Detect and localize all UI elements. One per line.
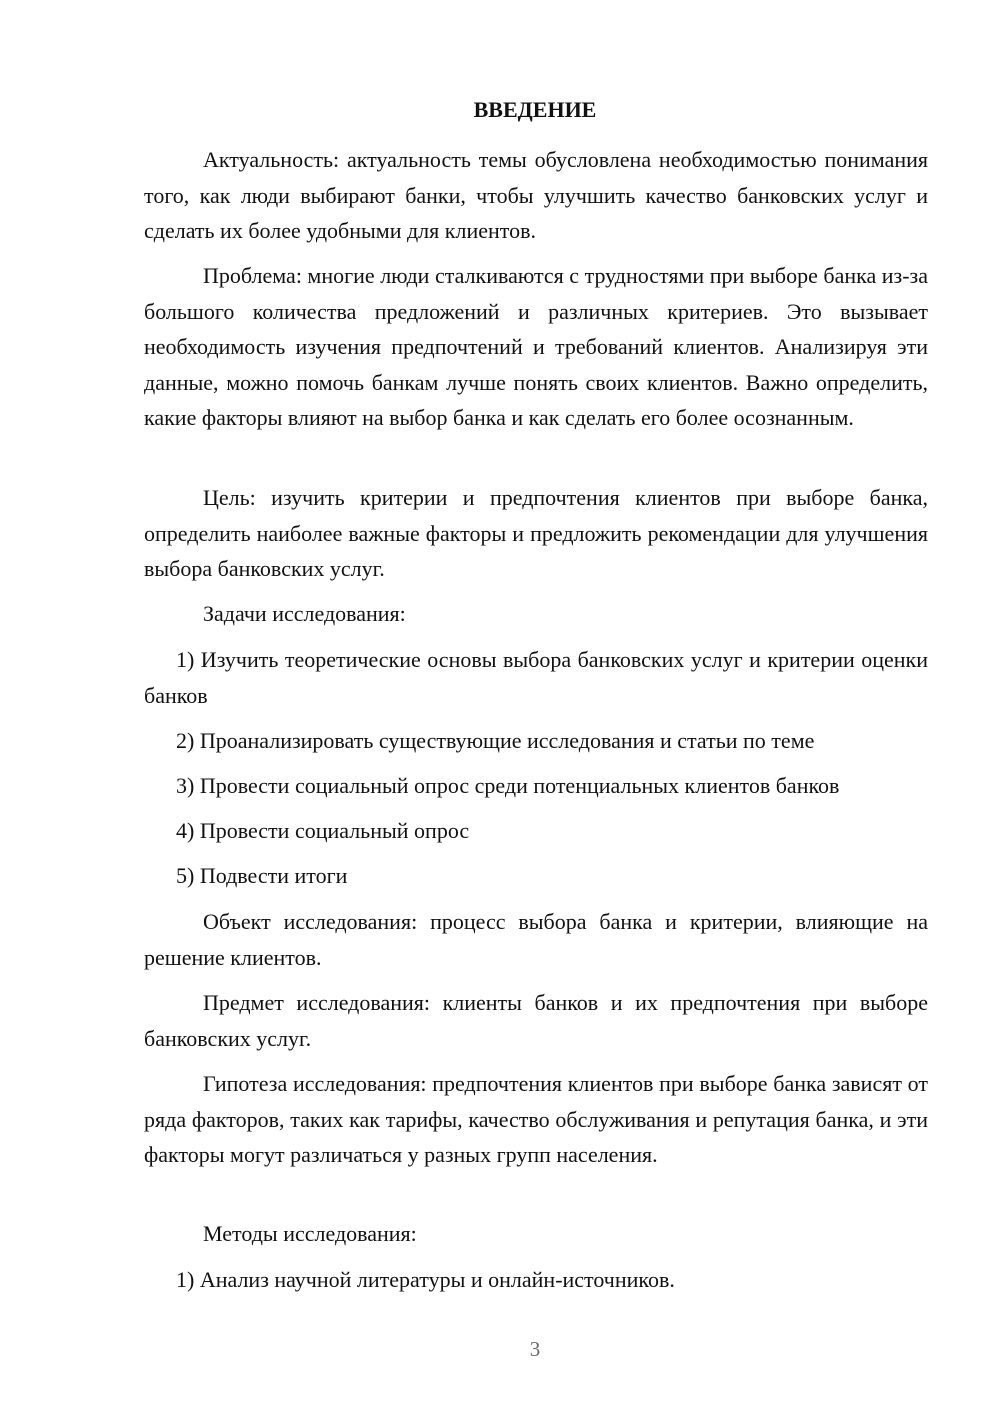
task-item-5: 5) Подвести итоги bbox=[176, 863, 348, 888]
task-item-3: 3) Провести социальный опрос среди потенциальных клиентов банков bbox=[176, 773, 840, 798]
methods-heading: Методы исследования: bbox=[203, 1221, 417, 1246]
task-item-1: 1) Изучить теоретические основы выбора банковских услуг и критерии оценки банков bbox=[144, 647, 928, 708]
paragraph-goal: Цель: изучить критерии и предпочтения клиентов при выборе банка, определить наиболее важные факторы и предложить рекомендации для улучшения выбора банковских услуг. bbox=[144, 485, 928, 581]
paragraph-problem: Проблема: многие люди сталкиваются с трудностями при выборе банка из-за большого количества предложений и различных критериев. Это вызывает необходимость изучения предпочтений и требований клиентов. Анализируя эти данные, можно помочь банкам лучше понять своих клиентов. Важно определить, какие факторы влияют на выбор банка и как сделать его более осознанным. bbox=[144, 263, 928, 430]
tasks-heading: Задачи исследования: bbox=[203, 601, 406, 626]
paragraph-hypothesis: Гипотеза исследования: предпочтения клиентов при выборе банка зависят от ряда факторов, таких как тарифы, качество обслуживания и репутация банка, и эти факторы могут различаться у разных групп населения. bbox=[144, 1071, 928, 1167]
task-item-4: 4) Провести социальный опрос bbox=[176, 818, 470, 843]
page-number: 3 bbox=[529, 1337, 541, 1361]
section-title: ВВЕДЕНИЕ bbox=[473, 97, 597, 122]
task-item-2: 2) Проанализировать существующие исследования и статьи по теме bbox=[176, 728, 815, 753]
paragraph-relevance: Актуальность: актуальность темы обусловлена необходимостью понимания того, как люди выбирают банки, чтобы улучшить качество банковских услуг и сделать их более удобными для клиентов. bbox=[144, 147, 928, 243]
paragraph-subject: Предмет исследования: клиенты банков и их предпочтения при выборе банковских услуг. bbox=[144, 990, 928, 1051]
method-item-1: 1) Анализ научной литературы и онлайн-источников. bbox=[176, 1267, 675, 1292]
paragraph-object: Объект исследования: процесс выбора банка и критерии, влияющие на решение клиентов. bbox=[144, 909, 928, 970]
